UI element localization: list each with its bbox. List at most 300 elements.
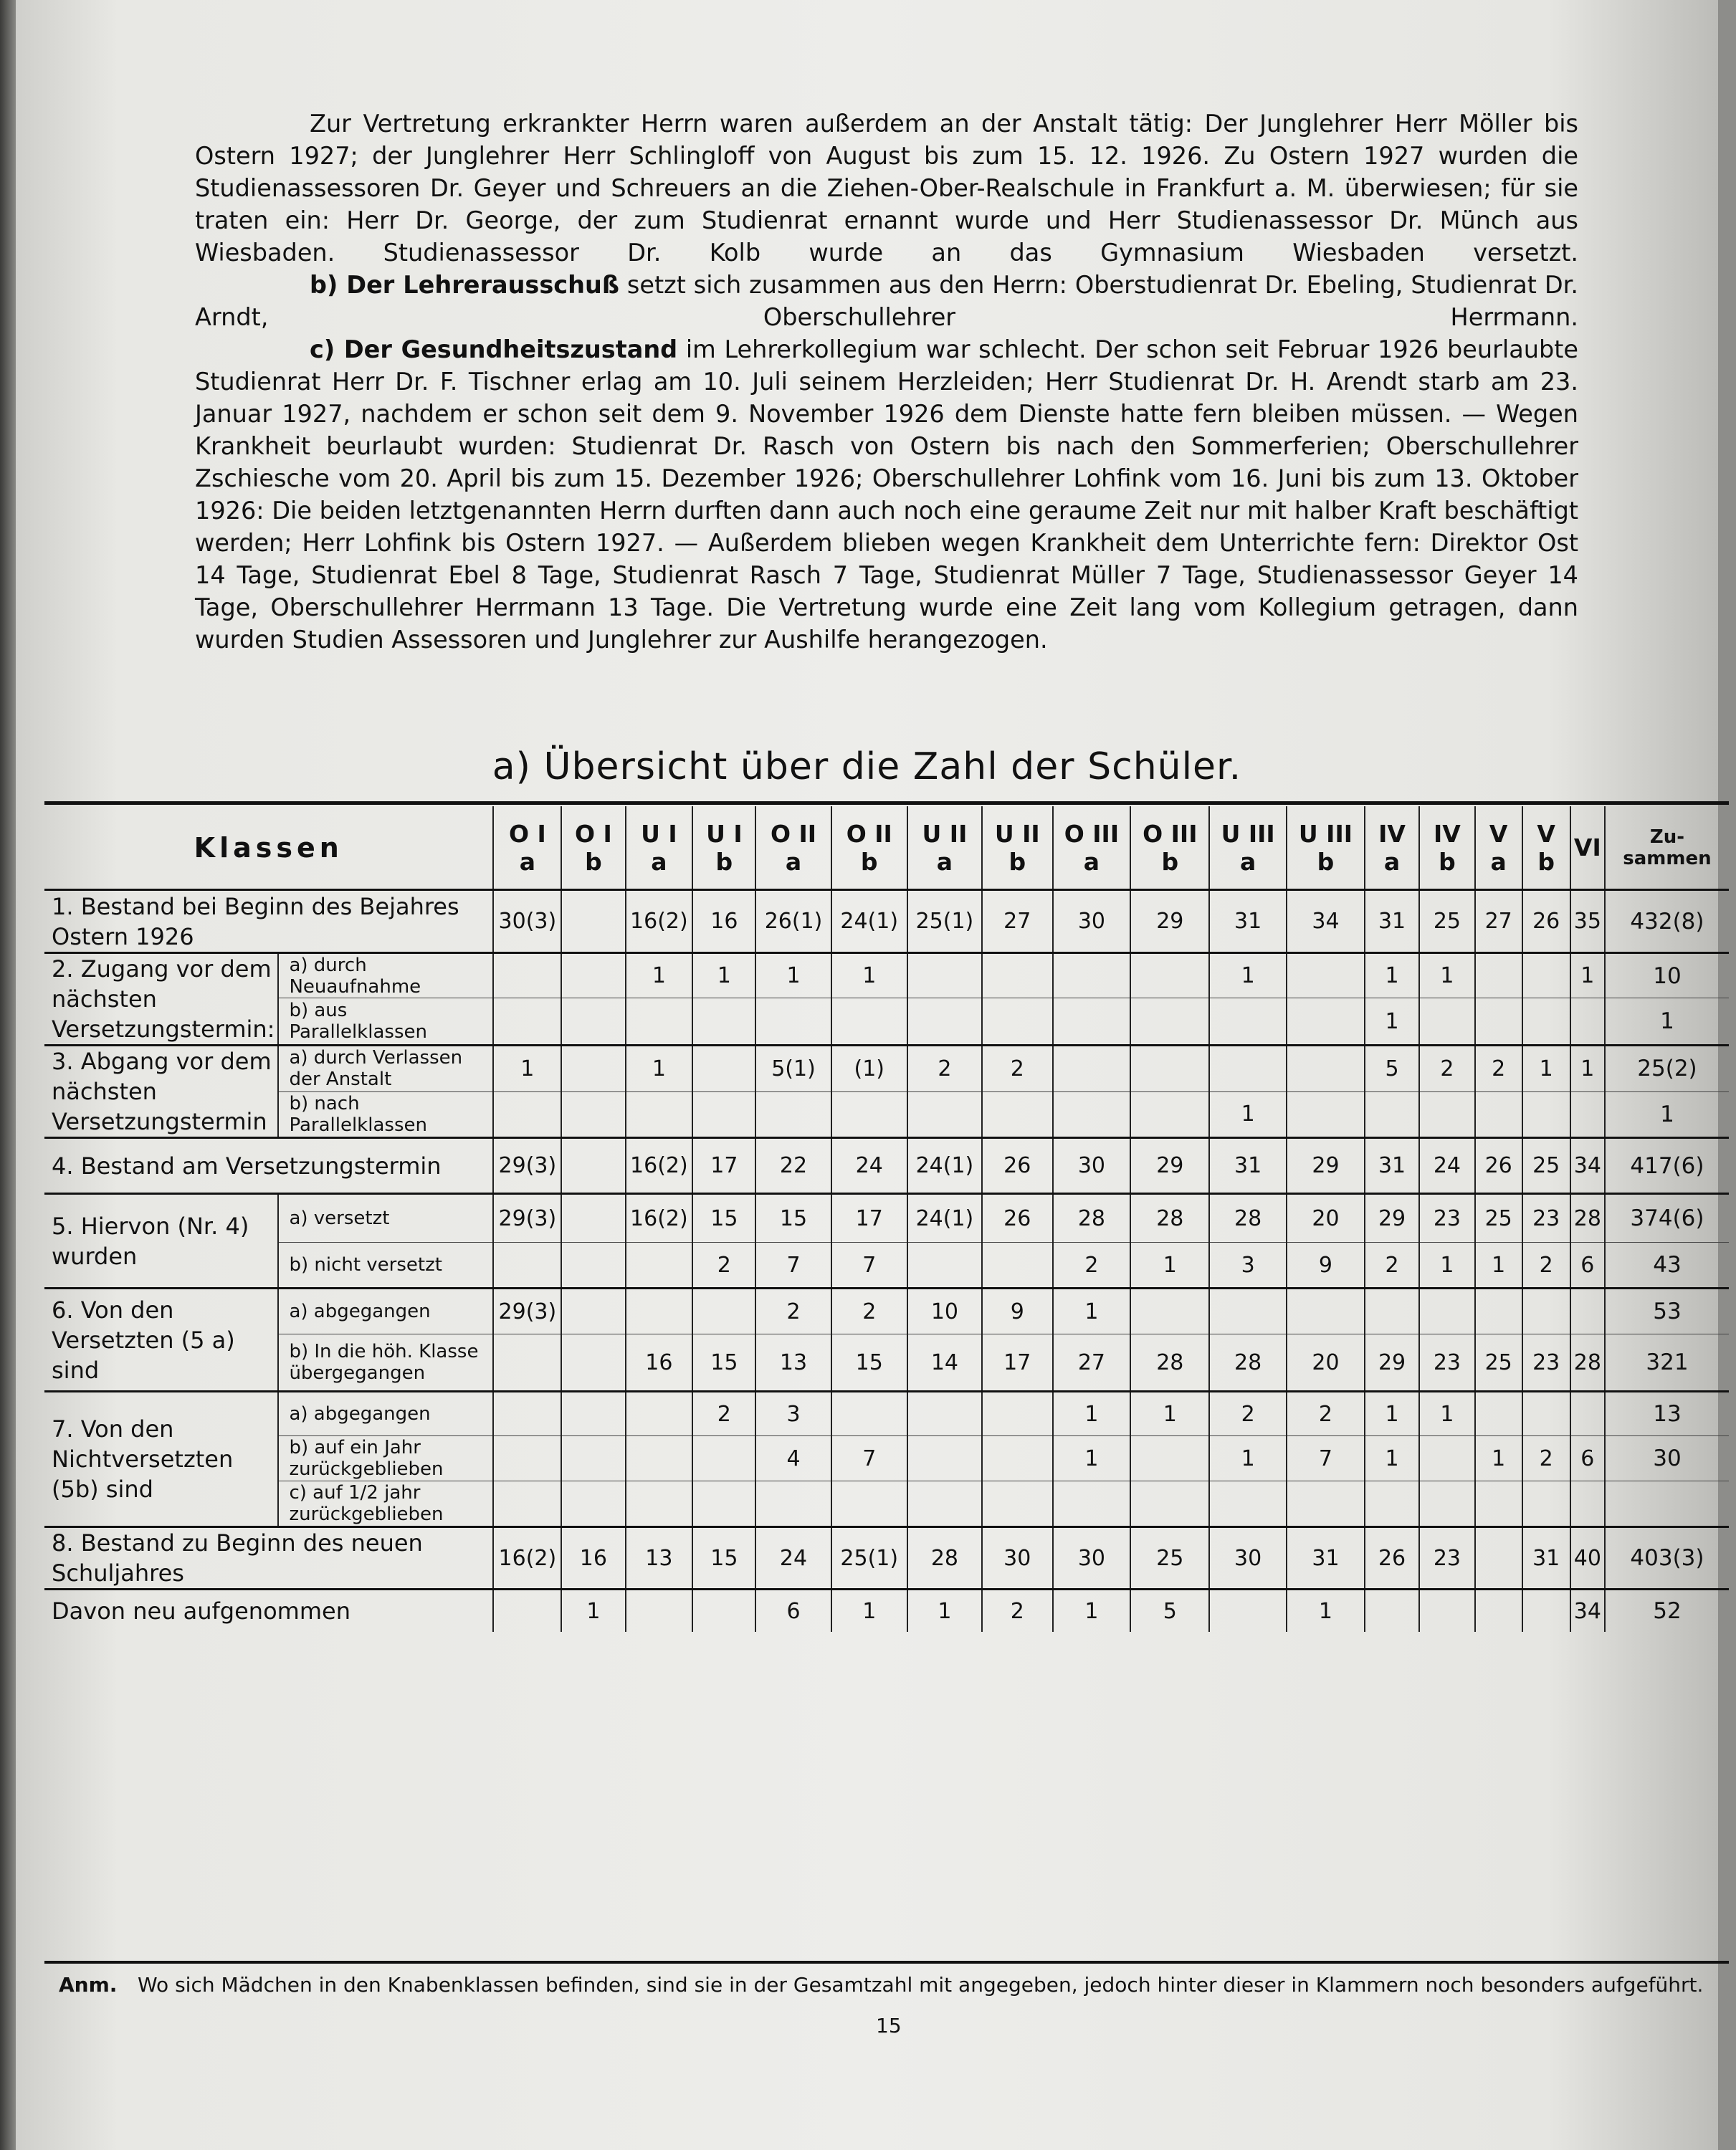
table-row — [44, 1481, 1729, 1527]
table-cell — [1365, 1481, 1419, 1527]
table-cell: 2 — [755, 1289, 831, 1334]
table-cell: 7 — [1287, 1436, 1365, 1481]
table-cell — [626, 1590, 693, 1633]
table-cell — [1522, 1091, 1570, 1138]
table-cell: 29 — [1130, 890, 1209, 953]
table-cell: 1 — [1570, 1046, 1605, 1092]
table-cell: 1 — [1365, 998, 1419, 1046]
table-cell: 23 — [1419, 1194, 1474, 1243]
table-cell: 4 — [755, 1436, 831, 1481]
table-cell — [1130, 1436, 1209, 1481]
table-cell: 27 — [982, 890, 1053, 953]
footnote-marker: Anm. — [59, 1973, 118, 1997]
table-cell: 1 — [1365, 1392, 1419, 1436]
table-cell: 26 — [1365, 1527, 1419, 1590]
table-cell — [1287, 998, 1365, 1046]
table-row — [44, 1046, 1729, 1092]
footnote-text: Wo sich Mädchen in den Knabenklassen befinden, sind sie in der Gesamtzahl mit angegeben, jedoch hinter dieser in Klammern noch besonders aufgeführt. — [138, 1973, 1704, 1997]
table-cell — [1130, 953, 1209, 998]
total-cell: 1 — [1605, 1091, 1729, 1138]
table-cell: 17 — [831, 1194, 907, 1243]
table-cell — [1130, 998, 1209, 1046]
table-cell — [907, 1436, 982, 1481]
text-lehrerausschuss: setzt sich zusammen aus den Herrn: Oberstudienrat Dr. Ebeling, Studienrat Dr. Arndt, Oberschullehrer Herrmann. — [195, 271, 1578, 331]
column-header: O II b — [831, 806, 907, 890]
table-cell: 29 — [1130, 1138, 1209, 1194]
table-cell: 31 — [1365, 890, 1419, 953]
table-cell: 25(1) — [907, 890, 982, 953]
table-cell — [1419, 1590, 1474, 1633]
table-cell — [561, 1436, 625, 1481]
table-cell: 24(1) — [831, 890, 907, 953]
table-cell — [982, 1481, 1053, 1527]
table-cell — [626, 1243, 693, 1289]
total-cell: 432(8) — [1605, 890, 1729, 953]
table-cell — [1287, 953, 1365, 998]
table-cell — [1053, 1046, 1131, 1092]
table-cell — [561, 1046, 625, 1092]
table-cell — [561, 1481, 625, 1527]
page-gutter-shadow — [0, 0, 16, 2150]
table-cell: 1 — [1209, 1436, 1287, 1481]
table-cell: 1 — [1570, 953, 1605, 998]
klassen-header: Klassen — [44, 806, 493, 890]
table-row — [44, 1289, 1729, 1334]
table-cell — [626, 1481, 693, 1527]
table-cell: 28 — [1570, 1194, 1605, 1243]
table-cell: 1 — [1209, 1091, 1287, 1138]
table-cell — [692, 1046, 755, 1092]
table-cell — [1209, 998, 1287, 1046]
table-cell: 31 — [1209, 890, 1287, 953]
table-cell: 1 — [1287, 1590, 1365, 1633]
table-cell — [692, 1590, 755, 1633]
table-cell: 15 — [755, 1194, 831, 1243]
table-cell: 23 — [1522, 1194, 1570, 1243]
table-cell: 1 — [1522, 1046, 1570, 1092]
table-cell — [626, 1436, 693, 1481]
table-cell — [1570, 1392, 1605, 1436]
row-label: 3. Abgang vor dem nächsten Versetzungstermin — [44, 1046, 278, 1138]
table-cell — [1053, 998, 1131, 1046]
table-cell: 20 — [1287, 1194, 1365, 1243]
table-cell — [982, 1392, 1053, 1436]
row-sublabel: a) abgegangen — [278, 1289, 493, 1334]
table-cell — [907, 998, 982, 1046]
table-cell — [1130, 1289, 1209, 1334]
table-row — [44, 1138, 1729, 1194]
table-row — [44, 1590, 1729, 1633]
table-cell — [1419, 1289, 1474, 1334]
table-cell: 24 — [831, 1138, 907, 1194]
table-cell — [493, 953, 561, 998]
table-cell: 26 — [1522, 890, 1570, 953]
table-cell: 2 — [692, 1243, 755, 1289]
table-cell: 1 — [1209, 953, 1287, 998]
table-cell — [493, 1436, 561, 1481]
table-cell: 35 — [1570, 890, 1605, 953]
table-cell: 1 — [1365, 1436, 1419, 1481]
column-header: IV a — [1365, 806, 1419, 890]
table-cell: 24 — [755, 1527, 831, 1590]
table-cell — [1130, 1091, 1209, 1138]
row-label: 2. Zugang vor dem nächsten Versetzungstermin: — [44, 953, 278, 1046]
table-cell: 3 — [755, 1392, 831, 1436]
table-cell: 10 — [907, 1289, 982, 1334]
table-cell — [1419, 1436, 1474, 1481]
table-cell: 1 — [1130, 1392, 1209, 1436]
total-cell: 403(3) — [1605, 1527, 1729, 1590]
row-label: 6. Von den Versetzten (5 a) sind — [44, 1289, 278, 1392]
table-cell: 1 — [755, 953, 831, 998]
table-cell: 1 — [1053, 1590, 1131, 1633]
table-cell — [1365, 1091, 1419, 1138]
row-sublabel: b) aus Parallelklassen — [278, 998, 493, 1046]
table-cell — [1287, 1046, 1365, 1092]
row-sublabel: b) In die höh. Klasse übergegangen — [278, 1334, 493, 1392]
table-cell: 5(1) — [755, 1046, 831, 1092]
table-cell: 9 — [982, 1289, 1053, 1334]
table-cell: 1 — [1419, 1392, 1474, 1436]
table-cell: 29 — [1365, 1194, 1419, 1243]
table-cell: 2 — [1053, 1243, 1131, 1289]
row-label: 1. Bestand bei Beginn des Bejahres Ostern 1926 — [44, 890, 493, 953]
table-cell: 17 — [692, 1138, 755, 1194]
table-cell: 5 — [1365, 1046, 1419, 1092]
table-cell — [982, 953, 1053, 998]
table-cell — [1209, 1289, 1287, 1334]
table-cell: 16 — [561, 1527, 625, 1590]
table-cell: 1 — [1365, 953, 1419, 998]
text-gesundheitszustand: im Lehrerkollegium war schlecht. Der schon seit Februar 1926 beurlaubte Studienrat Herr Dr. F. Tischner erlag am 10. Juli seinem Herzleiden; Herr Studienrat Dr. H. Arendt starb am 23. Januar 1927, nachdem er schon seit dem 9. November 1926 dem Dienste hatte fern bleiben müssen. — Wegen Krankheit beurlaubt wurden: Studienrat Dr. Rasch von Ostern bis nach den Sommerferien; Oberschullehrer Zschiesche vom 20. April bis zum 15. Dezember 1926; Oberschullehrer Lohfink vom 16. Juni bis zum 13. Oktober 1926: Die beiden letztgenannten Herrn durften dann auch noch eine geraume Zeit nur mit halber Kraft beschäftigt werden; Herr Lohfink bis Ostern 1927. — Außerdem blieben wegen Krankheit dem Unterrichte fern: Direktor Ost 14 Tage, Studienrat Ebel 8 Tage, Studienrat Rasch 7 Tage, Studienrat Müller 7 Tage, Studienassessor Geyer 14 Tage, Oberschullehrer Herrmann 13 Tage. Die Vertretung wurde eine Zeit lang vom Kollegium getragen, dann wurden Studien Assessoren und Junglehrer zur Aushilfe herangezogen. — [195, 335, 1578, 654]
column-header: U III b — [1287, 806, 1365, 890]
paragraph-gesundheitszustand — [195, 333, 1578, 656]
table-cell — [982, 1436, 1053, 1481]
table-cell — [831, 1091, 907, 1138]
table-cell: 1 — [831, 1590, 907, 1633]
table-cell: 29 — [1287, 1138, 1365, 1194]
table-row — [44, 1392, 1729, 1436]
page-number: 15 — [876, 2014, 902, 2037]
table-cell: 31 — [1287, 1527, 1365, 1590]
table-cell: (1) — [831, 1046, 907, 1092]
table-cell: 5 — [1130, 1590, 1209, 1633]
table-cell — [493, 1392, 561, 1436]
table-cell: 1 — [1419, 1243, 1474, 1289]
table-cell — [1475, 1289, 1522, 1334]
table-cell — [493, 998, 561, 1046]
table-cell: 25(1) — [831, 1527, 907, 1590]
table-cell: 23 — [1419, 1334, 1474, 1392]
table-cell — [907, 1091, 982, 1138]
table-cell: 31 — [1365, 1138, 1419, 1194]
table-cell — [561, 1289, 625, 1334]
table-cell — [1475, 998, 1522, 1046]
table-bottom-rule — [44, 1961, 1729, 1964]
total-cell — [1605, 1481, 1729, 1527]
table-cell: 25 — [1130, 1527, 1209, 1590]
column-header: V b — [1522, 806, 1570, 890]
row-sublabel: c) auf 1/2 jahr zurückgeblieben — [278, 1481, 493, 1527]
table-cell: 28 — [1130, 1194, 1209, 1243]
table-cell: 1 — [1053, 1436, 1131, 1481]
table-cell: 2 — [1522, 1243, 1570, 1289]
table-cell: 2 — [1475, 1046, 1522, 1092]
table-cell: 1 — [561, 1590, 625, 1633]
table-cell: 31 — [1522, 1527, 1570, 1590]
table-cell — [1475, 1527, 1522, 1590]
total-cell: 53 — [1605, 1289, 1729, 1334]
column-header: IV b — [1419, 806, 1474, 890]
row-sublabel: a) abgegangen — [278, 1392, 493, 1436]
table-cell: 23 — [1522, 1334, 1570, 1392]
table-cell — [907, 953, 982, 998]
table-cell — [831, 1392, 907, 1436]
table-cell: 2 — [692, 1392, 755, 1436]
table-cell: 40 — [1570, 1527, 1605, 1590]
table-cell: 14 — [907, 1334, 982, 1392]
table-cell: 6 — [755, 1590, 831, 1633]
table-cell: 28 — [1209, 1334, 1287, 1392]
column-header: V a — [1475, 806, 1522, 890]
table-cell: 2 — [1209, 1392, 1287, 1436]
row-label: 5. Hiervon (Nr. 4) wurden — [44, 1194, 278, 1289]
table-cell: 16 — [626, 1334, 693, 1392]
table-cell — [1365, 1289, 1419, 1334]
total-cell: 321 — [1605, 1334, 1729, 1392]
heading-gesundheitszustand: c) Der Gesundheitszustand — [310, 335, 678, 363]
heading-lehrerausschuss: b) Der Lehrerausschuß — [310, 271, 619, 299]
table-cell: 29(3) — [493, 1138, 561, 1194]
table-cell — [1522, 1392, 1570, 1436]
table-cell — [1287, 1091, 1365, 1138]
table-cell — [1287, 1289, 1365, 1334]
table-cell: 26 — [1475, 1138, 1522, 1194]
column-header: O III a — [1053, 806, 1131, 890]
table-cell: 30 — [1209, 1527, 1287, 1590]
table-cell — [561, 1138, 625, 1194]
table-cell — [1570, 1091, 1605, 1138]
table-top-rule — [44, 801, 1729, 805]
table-cell — [982, 1091, 1053, 1138]
row-sublabel: b) auf ein Jahr zurückgeblieben — [278, 1436, 493, 1481]
schueler-table — [44, 806, 1729, 1632]
table-cell: 15 — [831, 1334, 907, 1392]
row-sublabel: b) nicht versetzt — [278, 1243, 493, 1289]
table-cell — [561, 1243, 625, 1289]
table-cell — [626, 1392, 693, 1436]
table-cell: 1 — [626, 1046, 693, 1092]
table-cell: 26 — [982, 1138, 1053, 1194]
table-cell — [692, 1091, 755, 1138]
table-cell — [561, 953, 625, 998]
table-cell: 2 — [907, 1046, 982, 1092]
table-cell: 1 — [493, 1046, 561, 1092]
table-cell: 1 — [1130, 1243, 1209, 1289]
total-cell: 30 — [1605, 1436, 1729, 1481]
table-cell — [1522, 1590, 1570, 1633]
table-cell: 30 — [982, 1527, 1053, 1590]
table-cell: 22 — [755, 1138, 831, 1194]
table-cell: 34 — [1570, 1138, 1605, 1194]
table-heading: a) Übersicht über die Zahl der Schüler. — [492, 745, 1242, 788]
total-cell: 25(2) — [1605, 1046, 1729, 1092]
table-cell — [561, 1194, 625, 1243]
table-cell: 16(2) — [626, 1138, 693, 1194]
column-header: O I a — [493, 806, 561, 890]
column-header: O III b — [1130, 806, 1209, 890]
table-cell — [907, 1392, 982, 1436]
table-cell — [626, 1091, 693, 1138]
table-cell: 15 — [692, 1527, 755, 1590]
table-cell: 27 — [1053, 1334, 1131, 1392]
table-cell: 29(3) — [493, 1289, 561, 1334]
table-cell: 24(1) — [907, 1138, 982, 1194]
total-cell: 13 — [1605, 1392, 1729, 1436]
total-cell: 43 — [1605, 1243, 1729, 1289]
table-cell — [1419, 1091, 1474, 1138]
row-sublabel: a) versetzt — [278, 1194, 493, 1243]
table-cell: 16(2) — [493, 1527, 561, 1590]
table-cell — [493, 1481, 561, 1527]
table-cell: 30 — [1053, 890, 1131, 953]
table-cell — [1475, 1392, 1522, 1436]
table-cell: 1 — [1475, 1243, 1522, 1289]
table-row — [44, 890, 1729, 953]
table-cell — [692, 1481, 755, 1527]
total-cell: 52 — [1605, 1590, 1729, 1633]
table-cell — [755, 1481, 831, 1527]
column-header: U I b — [692, 806, 755, 890]
table-cell — [561, 1392, 625, 1436]
row-label: 7. Von den Nichtversetzten (5b) sind — [44, 1392, 278, 1527]
table-cell: 24(1) — [907, 1194, 982, 1243]
table-cell: 2 — [1365, 1243, 1419, 1289]
table-cell: 16(2) — [626, 890, 693, 953]
table-row — [44, 1243, 1729, 1289]
table-cell: 2 — [1522, 1436, 1570, 1481]
table-header-row — [44, 806, 1729, 890]
total-column-header: Zu-sammen — [1605, 806, 1729, 890]
table-row — [44, 998, 1729, 1046]
table-cell — [561, 890, 625, 953]
table-cell — [1522, 1289, 1570, 1334]
paragraph-lehrerausschuss — [195, 269, 1578, 333]
table-cell: 3 — [1209, 1243, 1287, 1289]
table-cell: 6 — [1570, 1436, 1605, 1481]
table-cell: 1 — [831, 953, 907, 998]
table-cell — [561, 998, 625, 1046]
table-cell: 16 — [692, 890, 755, 953]
table-cell — [626, 1289, 693, 1334]
table-cell: 7 — [831, 1436, 907, 1481]
table-cell — [1522, 1481, 1570, 1527]
footnote — [59, 1972, 1722, 1998]
table-cell: 30(3) — [493, 890, 561, 953]
table-row — [44, 1334, 1729, 1392]
table-cell — [907, 1243, 982, 1289]
table-cell — [493, 1334, 561, 1392]
table-cell: 24 — [1419, 1138, 1474, 1194]
table-cell — [1209, 1046, 1287, 1092]
table-cell — [626, 998, 693, 1046]
row-sublabel: a) durch Verlassen der Anstalt — [278, 1046, 493, 1092]
table-cell: 30 — [1053, 1138, 1131, 1194]
column-header: U I a — [626, 806, 693, 890]
total-cell: 1 — [1605, 998, 1729, 1046]
table-cell: 25 — [1522, 1138, 1570, 1194]
table-cell: 1 — [1053, 1392, 1131, 1436]
table-cell: 1 — [907, 1590, 982, 1633]
table-cell: 1 — [1475, 1436, 1522, 1481]
table-row — [44, 1091, 1729, 1138]
table-cell: 27 — [1475, 890, 1522, 953]
table-cell: 2 — [982, 1046, 1053, 1092]
table-cell — [831, 998, 907, 1046]
table-cell — [1570, 998, 1605, 1046]
table-cell: 1 — [692, 953, 755, 998]
table-cell: 26 — [982, 1194, 1053, 1243]
table-cell: 2 — [831, 1289, 907, 1334]
table-cell — [1287, 1481, 1365, 1527]
row-label: 8. Bestand zu Beginn des neuen Schuljahres — [44, 1527, 493, 1590]
table-cell — [1570, 1481, 1605, 1527]
row-label: Davon neu aufgenommen — [44, 1590, 493, 1633]
table-cell — [982, 998, 1053, 1046]
table-cell — [1419, 998, 1474, 1046]
total-cell: 10 — [1605, 953, 1729, 998]
total-cell: 374(6) — [1605, 1194, 1729, 1243]
table-cell: 17 — [982, 1334, 1053, 1392]
table-cell: 28 — [1130, 1334, 1209, 1392]
table-cell: 7 — [831, 1243, 907, 1289]
column-header: O II a — [755, 806, 831, 890]
table-cell: 15 — [692, 1194, 755, 1243]
table-row — [44, 1527, 1729, 1590]
table-cell — [493, 1243, 561, 1289]
row-sublabel: b) nach Parallelklassen — [278, 1091, 493, 1138]
table-cell: 6 — [1570, 1243, 1605, 1289]
paragraph-vertretung: Zur Vertretung erkrankter Herrn waren außerdem an der Anstalt tätig: Der Junglehrer Herr Möller bis Ostern 1927; der Junglehrer Herr Schlingloff von August bis zum 15. 12. 1926. Zu Ostern 1927 wurden die Studienassessoren Dr. Geyer und Schreuers an die Ziehen-Ober-Realschule in Frankfurt a. M. überwiesen; für sie traten ein: Herr Dr. George, der zum Studienrat ernannt wurde und Herr Studienassessor Dr. Münch aus Wiesbaden. Studienassessor Dr. Kolb wurde an das Gymnasium Wiesbaden versetzt. — [195, 110, 1578, 267]
column-header: U III a — [1209, 806, 1287, 890]
table-cell — [982, 1243, 1053, 1289]
table-cell: 25 — [1419, 890, 1474, 953]
table-cell: 28 — [1209, 1194, 1287, 1243]
table-cell: 15 — [692, 1334, 755, 1392]
table-cell — [561, 1091, 625, 1138]
column-header: O I b — [561, 806, 625, 890]
table-cell — [755, 998, 831, 1046]
table-cell — [493, 1590, 561, 1633]
table-cell: 2 — [982, 1590, 1053, 1633]
table-cell: 34 — [1570, 1590, 1605, 1633]
column-header: U II a — [907, 806, 982, 890]
table-cell: 7 — [755, 1243, 831, 1289]
row-label: 4. Bestand am Versetzungstermin — [44, 1138, 493, 1194]
table-cell — [692, 1436, 755, 1481]
table-cell: 29(3) — [493, 1194, 561, 1243]
table-cell: 1 — [1053, 1289, 1131, 1334]
table-row — [44, 1436, 1729, 1481]
row-sublabel: a) durch Neuaufnahme — [278, 953, 493, 998]
table-cell — [1419, 1481, 1474, 1527]
table-cell: 9 — [1287, 1243, 1365, 1289]
total-cell: 417(6) — [1605, 1138, 1729, 1194]
body-text — [195, 108, 1578, 656]
table-cell — [1130, 1481, 1209, 1527]
table-cell: 2 — [1419, 1046, 1474, 1092]
table-cell: 1 — [1419, 953, 1474, 998]
